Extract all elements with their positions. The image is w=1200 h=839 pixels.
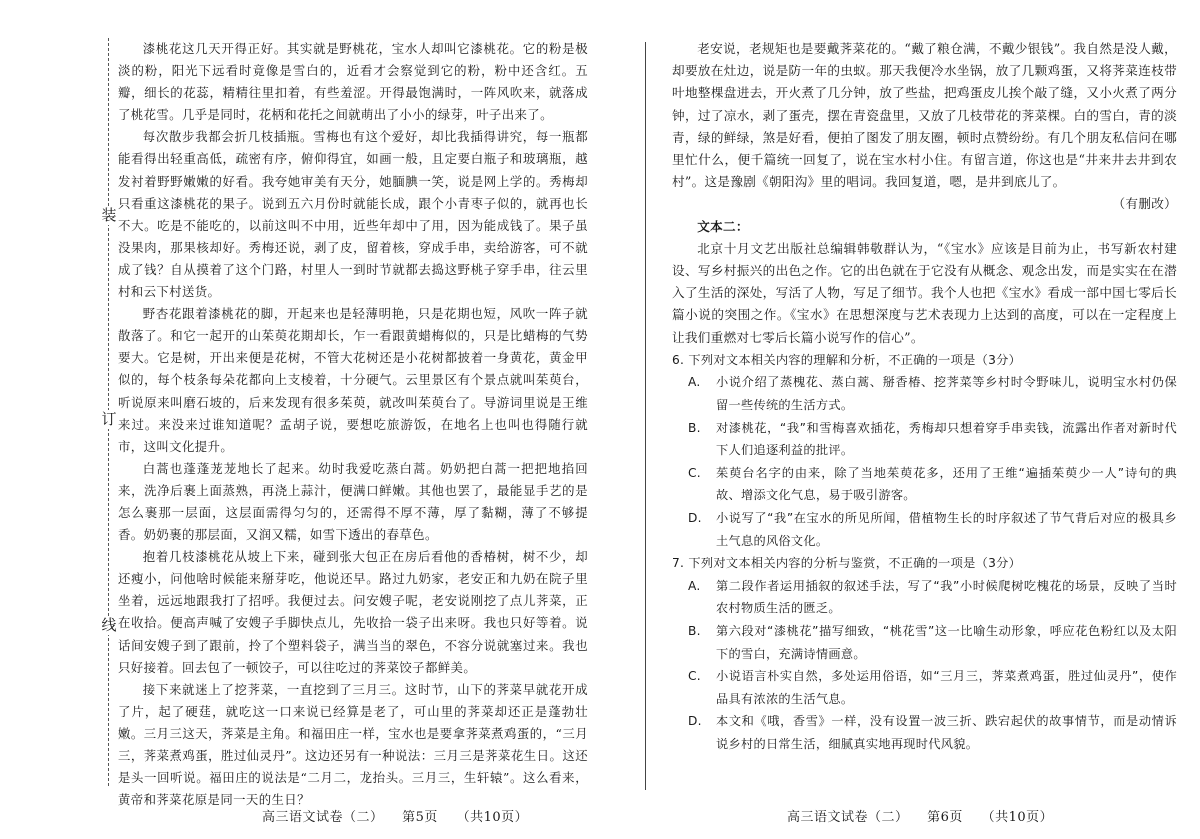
left-column-text: [118, 38, 588, 811]
page-footer: [262, 806, 542, 825]
footer-page-number: 第6页: [927, 810, 963, 825]
option-label: D.: [688, 714, 702, 729]
option-label: C.: [688, 669, 701, 684]
option-text: 第六段对“漆桃花”描写细致，“桃花雪”这一比喻生动形象，呼应花色粉红以及太阳下的雪白，充满诗情画意。: [716, 623, 1177, 661]
text2-paragraph: 北京十月文艺出版社总编辑韩敬群认为，“《宝水》应该是目前为止，书写新农村建设、写乡村振兴的出色之作。它的出色就在于它没有从概念、观念出发，而是实实在在潜入了生活的深处，写活了人物，写足了细节。我个人也把《宝水》看成一部中国七零后长篇小说的突围之作。《宝水》在思想深度与艺术表现力上达到的高度，可以在一定程度上让我们重燃对七零后长篇小说写作的信心”。: [672, 240, 1177, 345]
option-label: B.: [688, 420, 701, 435]
paragraph: 抱着几枝漆桃花从坡上下来，碰到张大包正在房后看他的香椿树，树不少，却还瘦小，问他啥时候能来掰芽吃，他说还早。路过九奶家，老安正和九奶在院子里坐着，远远地跟我打了招呼。我便过去。问安嫂子呢，老安说刚挖了点儿荠菜，正在收拾。便高声喊了安嫂子手脚快点儿，先收拾一袋子出来呀。我也只好等着。说话间安嫂子到了跟前，拎了个塑料袋子，满当当的翠色，不容分说就塞过来。我也只好接着。回去包了一顿饺子，可以往吃过的荠菜饺子都鲜美。: [118, 549, 588, 675]
option-text: 小说写了“我”在宝水的所见所闻，借植物生长的时序叙述了节气背后对应的极具乡土气息的风俗文化。: [716, 511, 1177, 548]
footer-page-number: 第5页: [402, 810, 438, 825]
option-label: B.: [688, 623, 701, 638]
paragraph: 漆桃花这几天开得正好。其实就是野桃花，宝水人却叫它漆桃花。它的粉是极淡的粉，阳光下远看时竟像是雪白的，近看才会察觉到它的粉，粉中还含红。五瓣，细长的花蕊，精精往里扣着，有些羞涩。开得最饱满时，一阵风吹来，就落成了桃花雪。几乎是同时，花柄和花托之间就萌出了小小的绿芽，叶子出来了。: [118, 41, 588, 123]
option-text: 对漆桃花，“我”和雪梅喜欢插花，秀梅却只想着穿手串卖钱，流露出作者对新时代下人们追逐利益的批评。: [716, 420, 1177, 458]
question-stem-7: 7. 下列对文本相关内容的分析与鉴赏，不正确的一项是（3分）: [672, 556, 1022, 571]
option-7b: [672, 620, 1177, 665]
option-6d: [672, 507, 1177, 552]
binding-char-zhuang: 装: [98, 206, 120, 225]
option-7a: [672, 575, 1177, 620]
paragraph: 老安说，老规矩也是要戴荠菜花的。“戴了粮仓满，不戴少银钱”。我自然是没人戴，却要放在灶边，说是防一年的虫蚁。那天我便冷水坐锅，放了几颗鸡蛋，又将荠菜连枝带叶地整棵盘进去，开火煮了几分钟，放了些盐，把鸡蛋皮儿挨个敲了缝，又小火煮了两分钟，过了凉水，剥了蛋壳，摆在青瓷盘里，又放了几枝带花的荠菜棵。白的雪白，青的淡青，绿的鲜绿，煞是好看，便拍了图发了朋友圈，顿时点赞纷纷。有几个朋友私信问在哪里忙什么，便千篇统一回复了，说在宝水村小住。有留言道，你这也是“井来井去井到农村”。这是豫剧《朝阳沟》里的唱词。我回复道，嗯，是井到底儿了。: [672, 41, 1177, 190]
footer-total-pages: （共10页）: [981, 810, 1054, 825]
option-7c: [672, 665, 1177, 710]
paragraph: 野杏花跟着漆桃花的脚，开起来也是轻薄明艳，只是花期也短，风吹一阵子就散落了。和它一起开的山茱萸花期却长，乍一看跟黄蜡梅似的，只是比蜡梅的气势要大。它是树，开出来便是花树，不管大花树还是小花树都披着一身黄花，黄金甲似的，每个枝条每朵花都向上支棱着，十分硬气。云里景区有个景点就叫茱萸台，听说原来叫磨石坡的，后来发现有很多茱萸，就改叫茱萸台了。导游词里说是王维来过。来没来过谁知道呢？孟胡子说，要想吃旅游饭，在地名上也叫也得随行就市，这叫文化提升。: [118, 306, 588, 454]
option-7d: [672, 710, 1177, 755]
footer-total-pages: （共10页）: [456, 810, 529, 825]
option-label: A.: [688, 578, 701, 593]
option-text: 小说语言朴实自然，多处运用俗语，如“三月三，荠菜煮鸡蛋，胜过仙灵丹”，使作品具有浓浓的生活气息。: [716, 669, 1177, 706]
footer-title: 高三语文试卷（二）: [787, 810, 909, 825]
option-6c: [672, 462, 1177, 507]
edit-note: （有删改）: [1112, 196, 1177, 212]
option-text: 本文和《哦，香雪》一样，没有设置一波三折、跌宕起伏的故事情节，而是动情诉说乡村的日常生活，细腻真实地再现时代风貌。: [716, 714, 1177, 751]
question-stem-6: 6. 下列对文本相关内容的理解和分析，不正确的一项是（3分）: [672, 352, 1022, 367]
page-footer: [787, 806, 1067, 825]
option-label: A.: [688, 375, 701, 390]
option-text: 小说介绍了蒸槐花、蒸白蒿、掰香椿、挖荠菜等乡村时令野味儿，说明宝水村仍保留一些传统的生活方式。: [716, 375, 1177, 413]
option-text: 第二段作者运用插叙的叙述手法，写了“我”小时候爬树吃槐花的场景，反映了当时农村物质生活的匮乏。: [716, 578, 1177, 616]
paragraph: 白蒿也蓬蓬茏茏地长了起来。幼时我爱吃蒸白蒿。奶奶把白蒿一把把地掐回来，洗净后裹上面蒸熟，再浇上蒜汁，便满口鲜嫩。其他也罢了，最能显手艺的是怎么裹那一层面，这层面需得匀匀的，还需得不厚不薄，厚了黏糊，薄了不够提香。奶奶裹的那层面，又润又糯，如雪下透出的春草色。: [118, 460, 588, 543]
right-column-text: [672, 38, 1177, 756]
binding-char-ding: 订: [98, 410, 120, 429]
footer-title: 高三语文试卷（二）: [262, 810, 384, 825]
binding-char-xian: 线: [98, 616, 120, 635]
paragraph: 接下来就迷上了挖荠菜，一直挖到了三月三。这时节，山下的荠菜早就花开成了片，起了硬莛，就吃这一口来说已经算是老了，可山里的荠菜却还正是蓬勃壮嫩。三月三这天，荠菜是主角。和福田庄一样，宝水也是要拿荠菜煮鸡蛋的，“三月三，荠菜煮鸡蛋，胜过仙灵丹”。这边还另有一种说法：三月三是荠菜花生日。这还是头一回听说。福田庄的说法是“二月二，龙抬头。三月三，生轩辕”。这么看来，黄帝和荠菜花原是同一天的生日？: [118, 681, 588, 808]
option-label: D.: [688, 511, 702, 525]
option-label: C.: [688, 465, 701, 480]
option-6a: [672, 371, 1177, 416]
option-text: 茱萸台名字的由来，除了当地茱萸花多，还用了王维“遍插茱萸少一人”诗句的典故、增添文化气息，易于吸引游客。: [716, 465, 1177, 503]
text2-heading: 文本二：: [697, 218, 749, 234]
paragraph: 每次散步我都会折几枝插瓶。雪梅也有这个爱好，却比我插得讲究，每一瓶都能看得出轻重高低，疏密有序，俯仰得宜，如画一般，且定要白瓶子和玻璃瓶，越发衬着野野嫩嫩的好看。我夸她审美有天分，她腼腆一笑，说是网上学的。秀梅却只看重这漆桃花的果子。说到五六月份时就能长成，跟个小青枣子似的，就再也长不大。吃是不能吃的，以前这叫不中用，近些年却中了用，因为能成钱了。果子虽没果肉，那果核却好。秀梅还说，剥了皮，留着核，穿成手串，卖给游客，可不就成了钱？自从摸着了这个门路，村里人一到时节就都去捣这野桃子穿手串，往云里村和云下村送货。: [118, 129, 588, 300]
option-6b: [672, 417, 1177, 462]
